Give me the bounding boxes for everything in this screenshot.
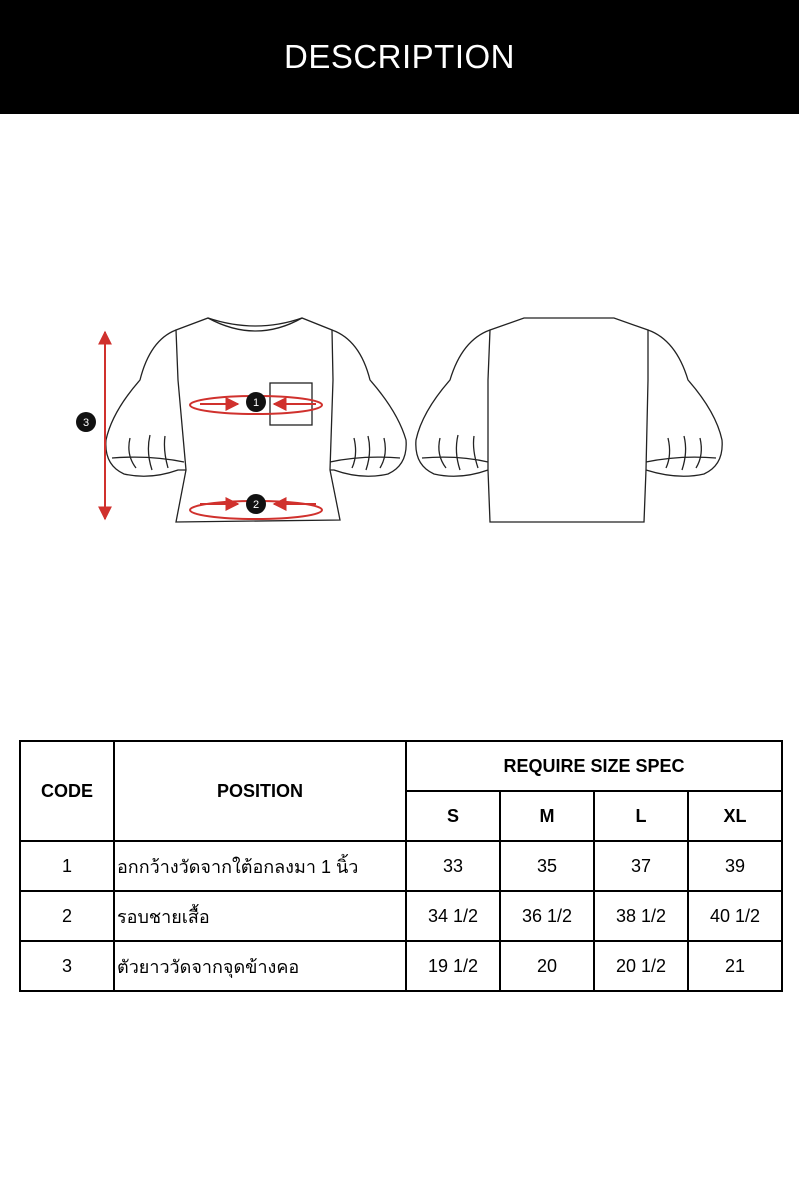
back-body-outline [488, 318, 648, 522]
row-value-xl: 21 [688, 941, 782, 991]
row-code: 3 [20, 941, 114, 991]
front-right-sleeve [330, 330, 406, 476]
front-right-gathers [352, 436, 385, 470]
row-value-xl: 39 [688, 841, 782, 891]
front-right-cuff [330, 457, 400, 462]
size-header-l: L [594, 791, 688, 841]
size-spec-table [19, 740, 783, 992]
size-header-m: M [500, 791, 594, 841]
size-header-s: S [406, 791, 500, 841]
position-header: POSITION [114, 741, 406, 841]
row-position: อกกว้างวัดจากใต้อกลงมา 1 นิ้ว [114, 841, 406, 891]
front-left-cuff [112, 457, 184, 462]
row-code: 1 [20, 841, 114, 891]
page-title: DESCRIPTION [283, 38, 516, 75]
front-left-sleeve [106, 330, 186, 476]
front-view [106, 318, 406, 522]
table-row [20, 941, 782, 991]
row-position: ตัวยาววัดจากจุดข้างคอ [114, 941, 406, 991]
back-right-gathers [666, 436, 701, 470]
back-left-cuff [422, 457, 488, 462]
row-value-l: 37 [594, 841, 688, 891]
row-value-s: 34 1/2 [406, 891, 500, 941]
row-value-l: 20 1/2 [594, 941, 688, 991]
row-value-l: 38 1/2 [594, 891, 688, 941]
row-value-m: 35 [500, 841, 594, 891]
marker-1-label: 1 [252, 397, 260, 409]
row-value-s: 33 [406, 841, 500, 891]
row-position: รอบชายเสื้อ [114, 891, 406, 941]
row-value-s: 19 1/2 [406, 941, 500, 991]
marker-3-label: 3 [82, 417, 90, 429]
back-view [416, 318, 722, 522]
size-header-xl: XL [688, 791, 782, 841]
back-left-gathers [439, 435, 478, 470]
back-right-cuff [646, 457, 716, 462]
table-row [20, 841, 782, 891]
front-left-gathers [129, 435, 168, 470]
header-row [20, 741, 782, 791]
row-code: 2 [20, 891, 114, 941]
row-value-m: 20 [500, 941, 594, 991]
front-body-outline [176, 318, 340, 522]
row-value-m: 36 1/2 [500, 891, 594, 941]
marker-2-label: 2 [252, 499, 260, 511]
code-header: CODE [20, 741, 114, 841]
back-right-sleeve [646, 330, 722, 476]
front-neckline [208, 318, 302, 331]
table-row [20, 891, 782, 941]
spec-header: REQUIRE SIZE SPEC [406, 741, 782, 791]
row-value-xl: 40 1/2 [688, 891, 782, 941]
back-left-sleeve [416, 330, 490, 476]
garment-diagram [0, 300, 799, 540]
page-header [0, 0, 799, 114]
